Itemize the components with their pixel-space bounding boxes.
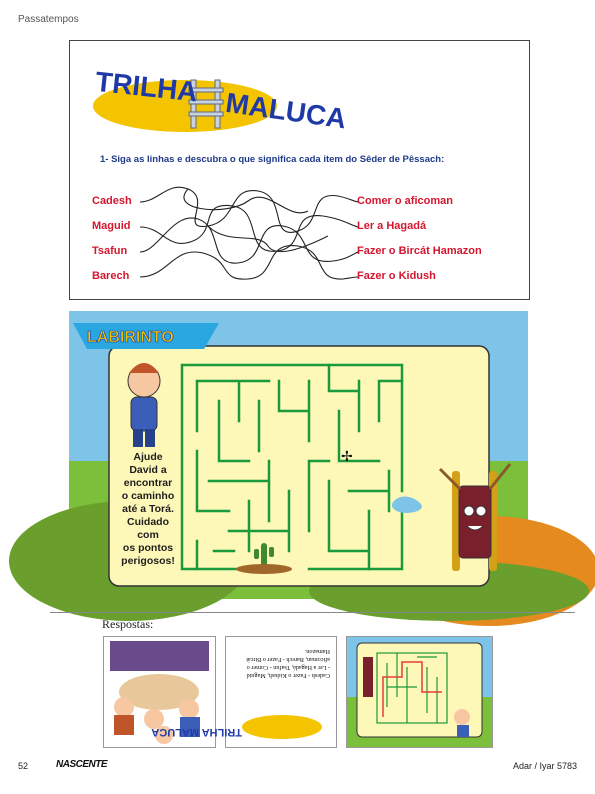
answer-line: Hamazon. bbox=[304, 648, 330, 655]
title-maluca: MALUCA bbox=[223, 86, 349, 135]
answer-line: aficoman, Barech - Fazer o Bircát bbox=[246, 656, 330, 663]
labirinto-panel bbox=[69, 311, 528, 599]
answer-thumb-labirinto bbox=[346, 636, 493, 748]
right-term-2: Ler a Hagadá bbox=[357, 220, 427, 232]
section-label: Passatempos bbox=[18, 14, 79, 25]
section-divider bbox=[50, 612, 575, 613]
instruction-line: Cuidado bbox=[127, 516, 169, 528]
svg-text:✢: ✢ bbox=[341, 449, 353, 465]
answer-line: Cadesh - Fazer o Kidush, Maguid bbox=[246, 672, 330, 679]
svg-text:LABIRINTO: LABIRINTO bbox=[87, 329, 174, 346]
instruction-line: com bbox=[137, 529, 159, 541]
respostas-label: Respostas: bbox=[102, 617, 154, 631]
instruction-line: o caminho bbox=[121, 490, 175, 502]
left-term-cadesh: Cadesh bbox=[92, 195, 132, 207]
instruction-line: Ajude bbox=[133, 451, 163, 463]
instruction-line: os pontos bbox=[122, 542, 174, 554]
right-term-1: Comer o aficoman bbox=[357, 195, 453, 207]
issue-date: Adar / Iyar 5783 bbox=[512, 761, 577, 771]
labirinto-instructions bbox=[113, 451, 183, 568]
labirinto-banner bbox=[73, 323, 219, 349]
trilha-maluca-logo bbox=[85, 58, 365, 138]
title-trilha: TRILHA bbox=[93, 65, 200, 108]
page-number: 52 bbox=[18, 761, 29, 771]
left-term-tsafun: Tsafun bbox=[92, 245, 128, 257]
answer-thumb-trilha bbox=[151, 636, 337, 748]
right-term-3: Fazer o Bircát Hamazon bbox=[357, 245, 482, 257]
instruction-line: encontrar bbox=[123, 477, 173, 489]
left-term-maguid: Maguid bbox=[92, 220, 131, 232]
left-term-barech: Barech bbox=[92, 270, 130, 282]
thumb-title: TRILHA MALUCA bbox=[151, 726, 242, 738]
instruction-line: David a bbox=[129, 464, 167, 476]
instruction-line: até a Torá. bbox=[122, 503, 174, 515]
answer-line: - Ler a Hagadá, Tsafun - Comer o bbox=[246, 664, 330, 671]
magazine-logo: NASCENTE bbox=[56, 759, 108, 770]
right-term-4: Fazer o Kidush bbox=[357, 270, 436, 282]
instruction-line: perigosos! bbox=[121, 555, 175, 567]
tangled-lines bbox=[138, 171, 360, 291]
trilha-instruction: 1- Siga as linhas e descubra o que significa cada item do Sêder de Pêssach: bbox=[100, 154, 445, 165]
